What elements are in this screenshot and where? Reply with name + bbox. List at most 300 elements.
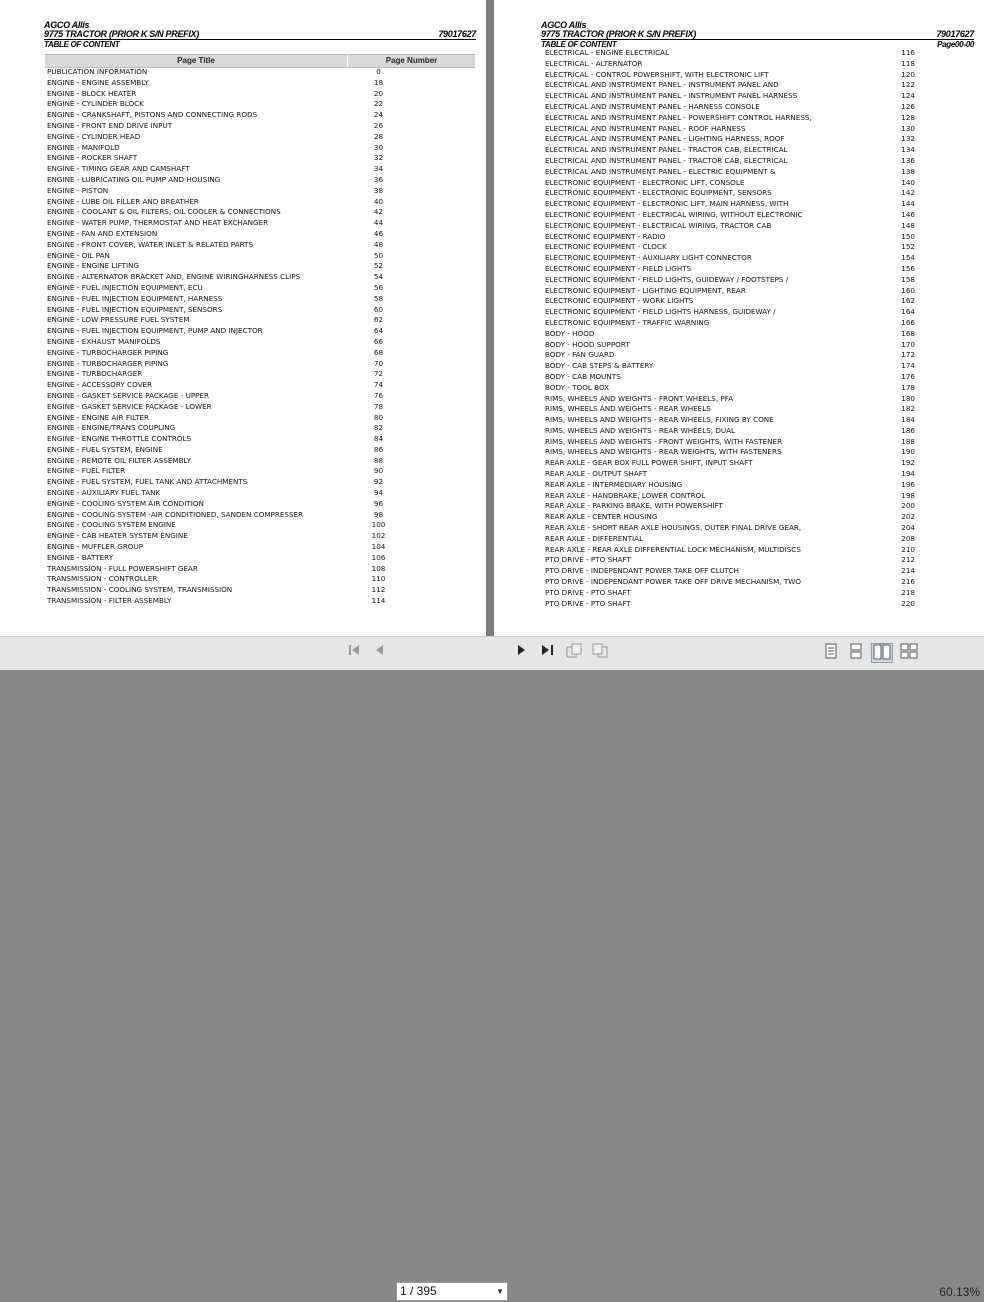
toc-row[interactable] — [47, 197, 417, 208]
toc-row[interactable] — [545, 167, 915, 178]
toc-page-number: 194 — [901, 469, 915, 479]
toc-title: ELECTRONIC EQUIPMENT - ELECTRONIC LIFT, MAIN HARNESS, WITH — [545, 199, 789, 209]
toc-page-number: 66 — [373, 336, 384, 346]
toc-page-number: 212 — [901, 555, 915, 565]
toc-title: ELECTRONIC EQUIPMENT - LIGHTING EQUIPMENT, REAR — [545, 285, 746, 295]
toc-page-number: 24 — [373, 110, 384, 120]
toc-row[interactable] — [47, 423, 417, 434]
toc-page-number: 192 — [901, 458, 915, 468]
toc-page-number: 100 — [371, 520, 386, 530]
toc-page-number: 84 — [373, 434, 384, 444]
toc-row[interactable] — [545, 134, 915, 145]
toc-page-number: 112 — [371, 585, 386, 595]
pdf-page-left — [0, 0, 486, 636]
toc-page-number: 88 — [373, 455, 384, 465]
toc-page-number: 208 — [901, 533, 915, 543]
toc-title: ENGINE - GASKET SERVICE PACKAGE - LOWER — [47, 401, 212, 411]
toc-title: RIMS, WHEELS AND WEIGHTS - REAR WHEELS, FIXING BY CONE — [545, 415, 774, 425]
toc-row[interactable] — [545, 534, 915, 545]
toc-page-number: 52 — [373, 261, 384, 271]
toc-page-number: 70 — [373, 358, 384, 368]
toc-row[interactable] — [47, 434, 417, 445]
toc-title: PTO DRIVE - PTO SHAFT — [545, 587, 631, 597]
toc-row[interactable] — [47, 369, 417, 380]
toc-page-number: 44 — [373, 218, 384, 228]
toc-page-number: 152 — [901, 242, 915, 252]
toc-page-number: 178 — [901, 382, 915, 392]
toc-row[interactable] — [47, 380, 417, 391]
toc-row[interactable] — [47, 359, 417, 370]
toc-row[interactable] — [545, 566, 915, 577]
toc-row[interactable] — [47, 251, 417, 262]
brand-label: AGCO Allis — [541, 20, 587, 30]
page-ref: Page00-00 — [937, 40, 974, 49]
toc-row[interactable] — [47, 348, 417, 359]
toc-row[interactable] — [545, 188, 915, 199]
toc-row[interactable] — [545, 523, 915, 534]
toc-page-number: 90 — [373, 466, 384, 476]
toc-page-number: 94 — [373, 488, 384, 498]
toc-page-number: 164 — [901, 307, 915, 317]
toc-page-number: 102 — [371, 531, 386, 541]
toc-title: PUBLICATION INFORMATION — [47, 67, 148, 76]
toc-row[interactable] — [545, 350, 915, 361]
toc-title: TRANSMISSION - COOLING SYSTEM, TRANSMISSION — [47, 585, 233, 595]
toc-row[interactable] — [47, 466, 417, 477]
model-label: 9775 TRACTOR (PRIOR K S/N PREFIX) — [541, 29, 696, 39]
toc-title: ENGINE - ALTERNATOR BRACKET AND, ENGINE WIRINGHARNESS CLIPS — [47, 272, 301, 282]
toc-page-number: 146 — [901, 209, 915, 219]
toc-page-number: 218 — [901, 587, 915, 597]
toc-row[interactable] — [545, 80, 915, 91]
toc-page-number: 78 — [373, 401, 384, 411]
toc-title: ENGINE - FUEL INJECTION EQUIPMENT, ECU — [47, 282, 203, 292]
toc-page-number: 54 — [373, 272, 384, 282]
toc-title: ELECTRICAL AND INSTRUMENT PANEL - POWERSHIFT CONTROL HARNESS, — [545, 112, 812, 122]
toc-title: ELECTRICAL AND INSTRUMENT PANEL - HARNESS CONSOLE — [545, 101, 760, 111]
toc-title: ELECTRICAL AND INSTRUMENT PANEL - ELECTRIC EQUIPMENT & — [545, 166, 776, 176]
toc-list-left — [47, 67, 417, 607]
toc-row[interactable] — [47, 78, 417, 89]
toc-title: ENGINE - BATTERY — [47, 552, 114, 562]
toc-row[interactable] — [47, 186, 417, 197]
toc-page-number: 74 — [373, 380, 384, 390]
toc-page-number: 180 — [901, 393, 915, 403]
toc-row[interactable] — [545, 307, 915, 318]
toc-title: ENGINE - TURBOCHARGER PIPING — [47, 358, 169, 368]
toc-row[interactable] — [545, 253, 915, 264]
toc-title: ENGINE - TURBOCHARGER — [47, 369, 143, 379]
toc-row[interactable] — [47, 283, 417, 294]
toc-page-number: 76 — [373, 390, 384, 400]
section-label: TABLE OF CONTENT — [541, 40, 617, 49]
first-page-icon[interactable] — [346, 643, 362, 663]
toc-row[interactable] — [545, 501, 915, 512]
toc-row[interactable] — [545, 199, 915, 210]
toc-title: ENGINE - LOW PRESSURE FUEL SYSTEM — [47, 315, 190, 325]
toc-row[interactable] — [47, 67, 417, 78]
toc-row[interactable] — [47, 326, 417, 337]
toc-row[interactable] — [47, 488, 417, 499]
toc-row[interactable] — [545, 156, 915, 167]
toc-row[interactable] — [545, 394, 915, 405]
toc-page-number: 196 — [901, 479, 915, 489]
toc-row[interactable] — [47, 207, 417, 218]
toc-page-number: 132 — [901, 134, 915, 144]
toc-page-number: 174 — [901, 361, 915, 371]
toc-title: ELECTRICAL AND INSTRUMENT PANEL - TRACTOR CAB, ELECTRICAL — [545, 155, 788, 165]
toc-title: REAR AXLE - DIFFERENTIAL — [545, 533, 644, 543]
toc-title: ELECTRICAL - ENGINE ELECTRICAL — [545, 48, 670, 57]
toc-title: PTO DRIVE - PTO SHAFT — [545, 598, 631, 608]
toc-title: ENGINE - ENGINE/TRANS COUPLING — [47, 423, 176, 433]
toc-title: BODY - TOOL BOX — [545, 382, 610, 392]
toc-row[interactable] — [47, 520, 417, 531]
doc-number: 79017627 — [936, 29, 974, 39]
toc-row[interactable] — [47, 110, 417, 121]
toc-title: RIMS, WHEELS AND WEIGHTS - FRONT WEIGHTS, WITH FASTENER — [545, 436, 783, 446]
toc-title: ENGINE - WATER PUMP, THERMOSTAT AND HEAT EXCHANGER — [47, 218, 269, 228]
toc-row[interactable] — [545, 577, 915, 588]
toc-title: ENGINE - EXHAUST MANIFOLDS — [47, 336, 161, 346]
toc-title: RIMS, WHEELS AND WEIGHTS - REAR WHEELS — [545, 404, 711, 414]
prev-page-icon[interactable] — [372, 643, 386, 663]
toc-title: BODY - CAB STEPS & BATTERY — [545, 361, 654, 371]
toc-title: REAR AXLE - PARKING BRAKE, WITH POWERSHIFT — [545, 501, 723, 511]
toc-page-number: 68 — [373, 347, 384, 357]
toc-title: ELECTRONIC EQUIPMENT - FIELD LIGHTS, GUIDEWAY / FOOTSTEPS / — [545, 274, 789, 284]
toc-row[interactable] — [545, 264, 915, 275]
toc-page-number: 168 — [901, 328, 915, 338]
toc-row[interactable] — [47, 477, 417, 488]
toc-page-number: 58 — [373, 293, 384, 303]
toc-title: RIMS, WHEELS AND WEIGHTS - REAR WHEELS, DUAL — [545, 425, 736, 435]
table-header — [45, 54, 475, 68]
toc-page-number: 108 — [371, 563, 386, 573]
dropdown-arrow-icon[interactable]: ▼ — [496, 1287, 504, 1296]
toc-page-number: 156 — [901, 263, 915, 273]
toc-row[interactable] — [47, 413, 417, 424]
toc-title: REAR AXLE - INTERMEDIARY HOUSING — [545, 479, 683, 489]
toc-title: ELECTRONIC EQUIPMENT - ELECTRONIC EQUIPMENT, SENSORS — [545, 188, 772, 198]
toc-row[interactable] — [47, 261, 417, 272]
toc-title: ENGINE - FUEL SYSTEM, ENGINE — [47, 444, 163, 454]
toc-row[interactable] — [545, 415, 915, 426]
toc-row[interactable] — [47, 175, 417, 186]
page-number-value: 1 / 395 — [400, 1284, 437, 1298]
toc-page-number: 36 — [373, 174, 384, 184]
toc-page-number: 150 — [901, 231, 915, 241]
toc-row[interactable] — [545, 372, 915, 383]
toc-page-number: 126 — [901, 101, 915, 111]
toc-row[interactable] — [47, 445, 417, 456]
toc-row[interactable] — [47, 89, 417, 100]
toc-title: PTO DRIVE - INDEPENDANT POWER TAKE OFF DRIVE MECHANISM, TWO — [545, 577, 802, 587]
toc-page-number: 20 — [373, 88, 384, 98]
toc-row[interactable] — [545, 383, 915, 394]
toc-row[interactable] — [545, 221, 915, 232]
toc-title: ENGINE - CAB HEATER SYSTEM ENGINE — [47, 531, 188, 541]
toc-page-number: 190 — [901, 447, 915, 457]
toc-page-number: 144 — [901, 199, 915, 209]
toc-title: ELECTRONIC EQUIPMENT - ELECTRICAL WIRING, TRACTOR CAB — [545, 220, 772, 230]
toc-title: ENGINE - CRANKSHAFT, PISTONS AND CONNECTING RODS — [47, 110, 258, 120]
toc-row[interactable] — [545, 275, 915, 286]
page-header — [541, 21, 974, 49]
toc-row[interactable] — [47, 272, 417, 283]
toc-list-right — [545, 48, 915, 609]
toc-title: ENGINE - CYLINDER HEAD — [47, 131, 141, 141]
toc-row[interactable] — [545, 426, 915, 437]
zoom-level[interactable]: 60.13% — [939, 1285, 980, 1299]
toc-title: ELECTRONIC EQUIPMENT - ELECTRONIC LIFT, CONSOLE — [545, 177, 745, 187]
toc-row[interactable] — [545, 447, 915, 458]
toc-row[interactable] — [47, 132, 417, 143]
toc-title: ELECTRONIC EQUIPMENT - WORK LIGHTS — [545, 296, 694, 306]
toc-page-number: 170 — [901, 339, 915, 349]
toc-row[interactable] — [47, 391, 417, 402]
toc-row[interactable] — [545, 512, 915, 523]
toc-row[interactable] — [545, 318, 915, 329]
toc-title: PTO DRIVE - INDEPENDANT POWER TAKE OFF CLUTCH — [545, 566, 739, 576]
toc-title: ELECTRICAL AND INSTRUMENT PANEL - INSTRUMENT PANEL HARNESS — [545, 91, 798, 101]
toc-page-number: 154 — [901, 253, 915, 263]
toc-title: ENGINE - FAN AND EXTENSION — [47, 228, 158, 238]
toc-title: REAR AXLE - HANDBRAKE, LOWER CONTROL — [545, 490, 706, 500]
toc-row[interactable] — [545, 555, 915, 566]
toc-row[interactable] — [545, 469, 915, 480]
toc-title: ELECTRICAL AND INSTRUMENT PANEL - LIGHTING HARNESS, ROOF — [545, 134, 785, 144]
toc-page-number: 200 — [901, 501, 915, 511]
toc-row[interactable] — [47, 456, 417, 467]
last-page-icon[interactable] — [539, 643, 557, 663]
toc-page-number: 142 — [901, 188, 915, 198]
toc-page-number: 72 — [373, 369, 384, 379]
toc-row[interactable] — [545, 242, 915, 253]
toc-row[interactable] — [545, 113, 915, 124]
toc-page-number: 110 — [371, 574, 386, 584]
toc-row[interactable] — [545, 124, 915, 135]
toc-title: ELECTRICAL AND INSTRUMENT PANEL - ROOF HARNESS — [545, 123, 746, 133]
toc-title: ELECTRICAL AND INSTRUMENT PANEL - INSTRUMENT PANEL AND — [545, 80, 779, 90]
toc-title: ENGINE - MANIFOLD — [47, 142, 120, 152]
toc-title: ENGINE - TURBOCHARGER PIPING — [47, 347, 169, 357]
toc-page-number: 204 — [901, 523, 915, 533]
toc-page-number: 182 — [901, 404, 915, 414]
toc-row[interactable] — [47, 402, 417, 413]
toc-page-number: 82 — [373, 423, 384, 433]
toc-page-number: 138 — [901, 166, 915, 176]
toc-page-number: 122 — [901, 80, 915, 90]
toc-page-number: 134 — [901, 145, 915, 155]
toc-row[interactable] — [47, 218, 417, 229]
toc-row[interactable] — [47, 99, 417, 110]
col-page-number: Page Number — [385, 56, 438, 65]
toc-row[interactable] — [47, 143, 417, 154]
toc-title: ENGINE - COOLING SYSTEM -AIR CONDITIONED, SANDEN COMPRESSER — [47, 509, 304, 519]
toc-page-number: 184 — [901, 415, 915, 425]
toc-page-number: 48 — [373, 239, 384, 249]
toc-page-number: 198 — [901, 490, 915, 500]
toc-row[interactable] — [47, 510, 417, 521]
toc-row[interactable] — [47, 531, 417, 542]
toc-row[interactable] — [545, 480, 915, 491]
toc-title: ELECTRONIC EQUIPMENT - FIELD LIGHTS — [545, 263, 692, 273]
toc-page-number: 0 — [376, 67, 381, 76]
viewer-toolbar — [0, 636, 984, 1299]
toc-title: ENGINE - MUFFLER GROUP — [47, 542, 144, 552]
toc-title: ENGINE - COOLING SYSTEM AIR CONDITION — [47, 498, 204, 508]
toc-page-number: 210 — [901, 544, 915, 554]
toc-row[interactable] — [545, 361, 915, 372]
toc-page-number: 216 — [901, 577, 915, 587]
toc-row[interactable] — [47, 596, 417, 607]
toc-row[interactable] — [47, 153, 417, 164]
toc-page-number: 26 — [373, 120, 384, 130]
toc-page-number: 188 — [901, 436, 915, 446]
toc-title: BODY - FAN GUARD — [545, 350, 615, 360]
toc-title: BODY - CAB MOUNTS — [545, 371, 621, 381]
toc-row[interactable] — [545, 458, 915, 469]
toc-row[interactable] — [47, 305, 417, 316]
toc-title: ELECTRONIC EQUIPMENT - AUXILIARY LIGHT CONNECTOR — [545, 253, 752, 263]
toc-page-number: 214 — [901, 566, 915, 576]
toc-page-number: 186 — [901, 425, 915, 435]
toc-title: RIMS, WHEELS AND WEIGHTS - REAR WEIGHTS, WITH FASTENERS — [545, 447, 782, 457]
toc-row[interactable] — [47, 542, 417, 553]
page-number-input[interactable] — [396, 1282, 508, 1301]
toc-title: ENGINE - ENGINE LIFTING — [47, 261, 140, 271]
toc-title: ENGINE - LUBRICATING OIL PUMP AND HOUSING — [47, 174, 221, 184]
toc-row[interactable] — [545, 286, 915, 297]
toc-row[interactable] — [545, 178, 915, 189]
doc-number: 79017627 — [438, 29, 476, 39]
toc-page-number: 130 — [901, 123, 915, 133]
toc-row[interactable] — [545, 59, 915, 70]
toc-row[interactable] — [47, 121, 417, 132]
toc-row[interactable] — [47, 337, 417, 348]
toc-title: ENGINE - ENGINE ASSEMBLY — [47, 77, 149, 87]
toc-page-number: 38 — [373, 185, 384, 195]
toc-title: ENGINE - FUEL FILTER — [47, 466, 126, 476]
toc-row[interactable] — [545, 599, 915, 610]
toc-title: ENGINE - ACCESSORY COVER — [47, 380, 153, 390]
two-page-continuous-view-icon[interactable] — [900, 643, 918, 663]
toc-title: ENGINE - AUXILIARY FUEL TANK — [47, 488, 161, 498]
two-page-view-icon[interactable] — [871, 643, 893, 663]
toc-row[interactable] — [545, 437, 915, 448]
toc-row[interactable] — [545, 145, 915, 156]
toc-row[interactable] — [545, 404, 915, 415]
toc-page-number: 166 — [901, 317, 915, 327]
toc-row[interactable] — [545, 70, 915, 81]
pdf-page-right — [494, 0, 984, 636]
model-label: 9775 TRACTOR (PRIOR K S/N PREFIX) — [44, 29, 199, 39]
toc-title: REAR AXLE - SHORT REAR AXLE HOUSINGS, OUTER FINAL DRIVE GEAR, — [545, 523, 802, 533]
toc-title: ENGINE - OIL PAN — [47, 250, 110, 260]
toc-page-number: 64 — [373, 326, 384, 336]
toc-row[interactable] — [545, 340, 915, 351]
toc-row[interactable] — [47, 294, 417, 305]
toc-page-number: 62 — [373, 315, 384, 325]
toc-page-number: 32 — [373, 153, 384, 163]
toc-title: ELECTRONIC EQUIPMENT - RADIO — [545, 231, 666, 241]
toc-title: RIMS, WHEELS AND WEIGHTS - FRONT WHEELS, PFA — [545, 393, 734, 403]
toc-title: PTO DRIVE - PTO SHAFT — [545, 555, 631, 565]
toc-row[interactable] — [47, 499, 417, 510]
toc-row[interactable] — [47, 574, 417, 585]
toc-row[interactable] — [47, 229, 417, 240]
toc-row[interactable] — [545, 48, 915, 59]
toc-row[interactable] — [545, 588, 915, 599]
toc-row[interactable] — [545, 329, 915, 340]
toc-title: ELECTRONIC EQUIPMENT - ELECTRICAL WIRING, WITHOUT ELECTRONIC — [545, 209, 803, 219]
toc-page-number: 124 — [901, 91, 915, 101]
toc-title: ELECTRICAL AND INSTRUMENT PANEL - TRACTOR CAB, ELECTRICAL — [545, 145, 788, 155]
toc-row[interactable] — [47, 585, 417, 596]
toc-title: REAR AXLE - GEAR BOX FULL POWER SHIFT, INPUT SHAFT — [545, 458, 753, 468]
toc-page-number: 114 — [371, 596, 386, 606]
toc-row[interactable] — [47, 315, 417, 326]
document-viewport[interactable] — [0, 0, 984, 636]
toc-title: ENGINE - ENGINE THROTTLE CONTROLS — [47, 434, 192, 444]
toc-title: ENGINE - PISTON — [47, 185, 109, 195]
rotate-left-icon[interactable] — [564, 643, 584, 663]
continuous-view-icon[interactable] — [848, 643, 864, 663]
toc-row[interactable] — [545, 491, 915, 502]
toc-row[interactable] — [545, 232, 915, 243]
toc-page-number: 42 — [373, 207, 384, 217]
toc-row[interactable] — [545, 91, 915, 102]
toc-page-number: 202 — [901, 512, 915, 522]
toc-title: BODY - HOOD — [545, 328, 595, 338]
toc-title: ENGINE - FUEL SYSTEM, FUEL TANK AND ATTACHMENTS — [47, 477, 248, 487]
toc-page-number: 30 — [373, 142, 384, 152]
toc-page-number: 120 — [901, 69, 915, 79]
toc-row[interactable] — [47, 553, 417, 564]
toc-page-number: 136 — [901, 155, 915, 165]
toc-row[interactable] — [545, 296, 915, 307]
toc-page-number: 98 — [373, 509, 384, 519]
toc-row[interactable] — [47, 564, 417, 575]
page-gutter — [486, 0, 494, 636]
section-label: TABLE OF CONTENT — [44, 40, 120, 49]
toc-page-number: 104 — [371, 542, 386, 552]
toc-title: ENGINE - FUEL INJECTION EQUIPMENT, HARNESS — [47, 293, 223, 303]
toc-title: ENGINE - COOLANT & OIL FILTERS, OIL COOLER & CONNECTIONS — [47, 207, 281, 217]
toc-title: ELECTRICAL - ALTERNATOR — [545, 58, 643, 68]
toc-title: ENGINE - REMOTE OIL FILTER ASSEMBLY — [47, 455, 191, 465]
brand-label: AGCO Allis — [44, 20, 90, 30]
page-header — [44, 21, 476, 49]
toc-title: ENGINE - BLOCK HEATER — [47, 88, 137, 98]
toc-row[interactable] — [545, 102, 915, 113]
toc-title: REAR AXLE - OUTPUT SHAFT — [545, 469, 648, 479]
next-page-icon[interactable] — [515, 643, 529, 663]
toc-title: ELECTRONIC EQUIPMENT - FIELD LIGHTS HARNESS, GUIDEWAY / — [545, 307, 776, 317]
toc-row[interactable] — [545, 545, 915, 556]
toc-page-number: 80 — [373, 412, 384, 422]
toc-row[interactable] — [47, 240, 417, 251]
toc-page-number: 148 — [901, 220, 915, 230]
rotate-right-icon[interactable] — [590, 643, 610, 663]
toc-row[interactable] — [545, 210, 915, 221]
toc-page-number: 96 — [373, 498, 384, 508]
toc-row[interactable] — [47, 164, 417, 175]
single-page-view-icon[interactable] — [823, 643, 839, 663]
toc-page-number: 160 — [901, 285, 915, 295]
toc-page-number: 116 — [901, 48, 915, 57]
